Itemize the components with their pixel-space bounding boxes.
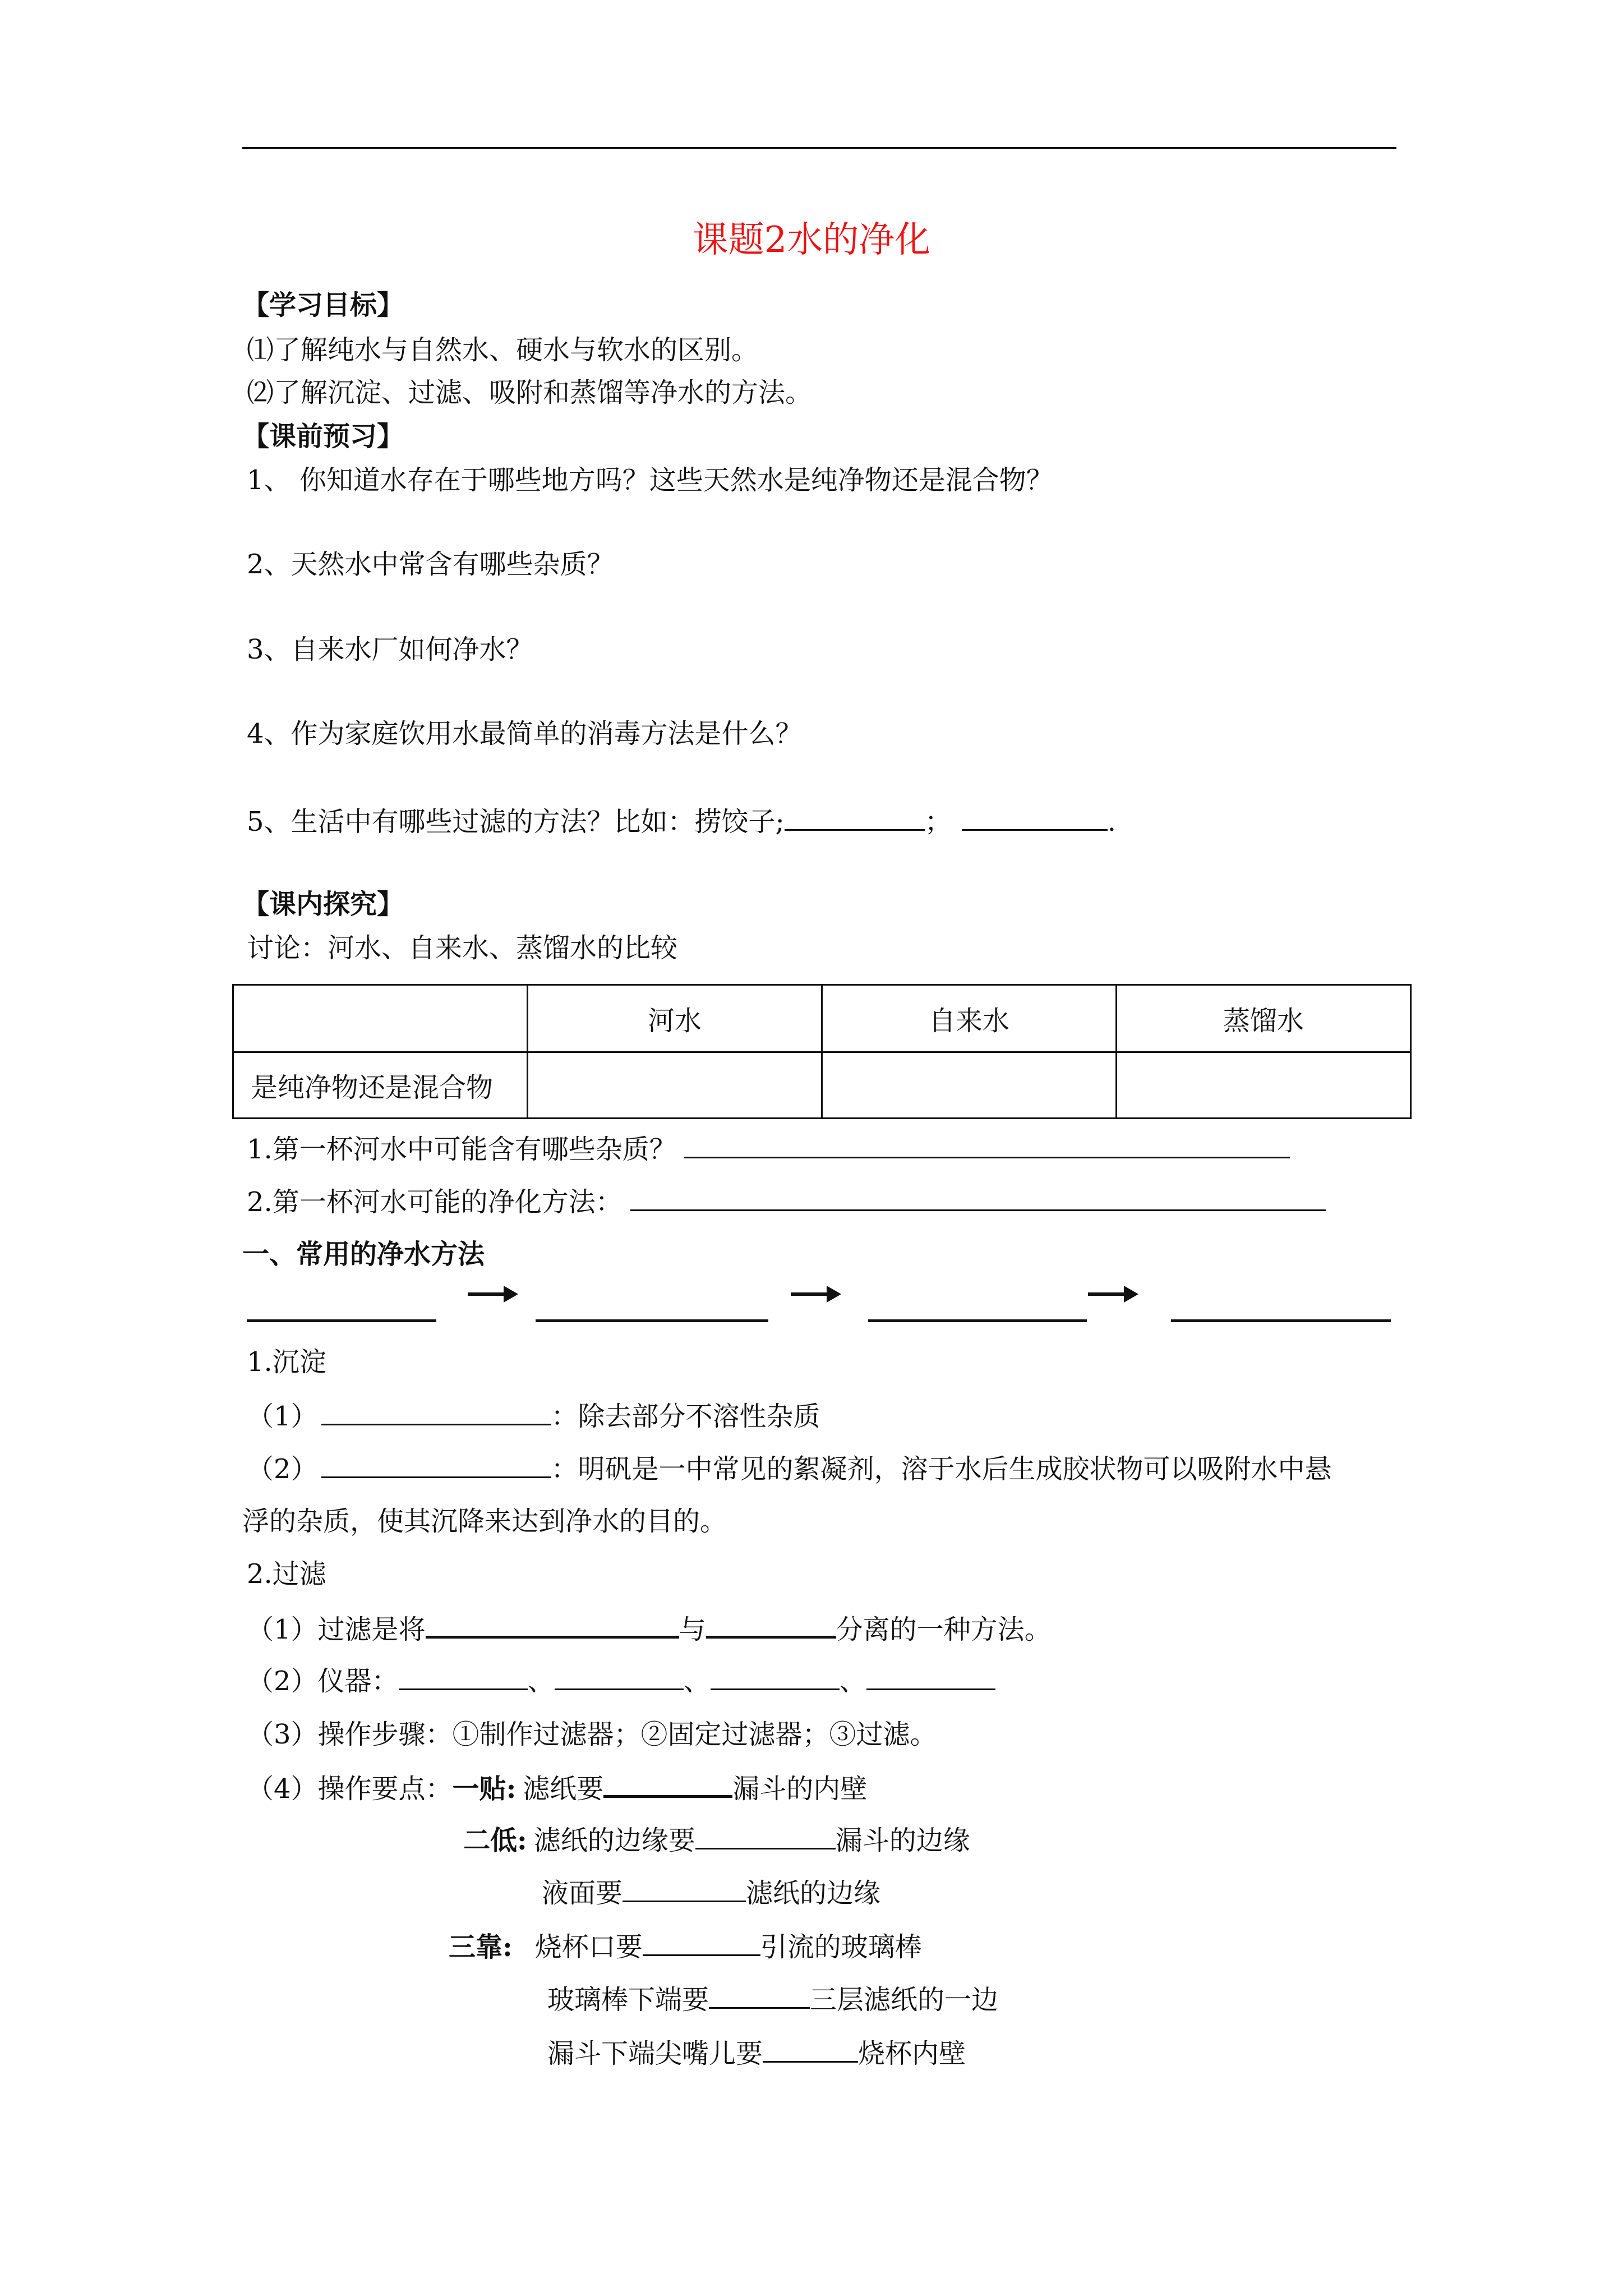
table-header-cell: 河水	[528, 985, 822, 1052]
preview-question-1: 1、 你知道水存在于哪些地方吗？这些天然水是纯净物还是混合物？	[247, 464, 1053, 496]
instrument-blank-2[interactable]	[555, 1664, 684, 1690]
explore-q2-blank[interactable]	[630, 1185, 1326, 1211]
erdi-line-1	[463, 1823, 970, 1857]
explore-question-2-text: 2.第一杯河水可能的净化方法：	[247, 1186, 623, 1218]
filter-point-2	[247, 1664, 995, 1698]
yitie-b: 漏斗的内壁	[732, 1773, 868, 1805]
sk1-b: 引流的玻璃棒	[760, 1931, 922, 1963]
comparison-table	[232, 984, 1412, 1119]
erdi-line-2	[542, 1876, 880, 1910]
colon: :	[506, 1773, 517, 1805]
sediment-blank-1[interactable]	[321, 1399, 551, 1425]
q5-end: .	[1107, 806, 1116, 838]
sankao-blank-2[interactable]	[709, 1982, 810, 2009]
item-number: （2）	[247, 1453, 318, 1485]
filter-p1-a: （1）过滤是将	[247, 1614, 426, 1645]
sk3-b: 烧杯内壁	[858, 2038, 966, 2069]
page-title: 课题2水的净化	[692, 219, 931, 261]
sk1-a: 烧杯口要	[534, 1931, 643, 1963]
sankao-label: 三靠	[449, 1931, 503, 1963]
sediment-item-2-text: ：明矾是一中常见的絮凝剂，溶于水后生成胶状物可以吸附水中悬	[551, 1453, 1332, 1485]
sankao-blank-3[interactable]	[763, 2036, 858, 2063]
explore-question-2	[247, 1185, 1326, 1219]
process-blank-2[interactable]	[536, 1319, 768, 1322]
preview-question-2: 2、天然水中常含有哪些杂质？	[247, 549, 614, 580]
sediment-blank-2[interactable]	[321, 1452, 551, 1478]
table-cell-blank[interactable]	[528, 1052, 822, 1119]
q5-sep: ；	[924, 806, 952, 838]
sankao-line-2	[547, 1982, 998, 2017]
sk2-a: 玻璃棒下端要	[547, 1984, 709, 2016]
instrument-blank-3[interactable]	[711, 1664, 840, 1690]
header-rule	[242, 147, 1396, 149]
sediment-title: 1.沉淀	[247, 1346, 326, 1378]
erdi2-a: 液面要	[542, 1878, 623, 1909]
explore-q1-blank[interactable]	[684, 1132, 1290, 1158]
filter-p2-a: （2）仪器：	[247, 1665, 399, 1697]
explore-heading: 【课内探究】	[242, 889, 404, 920]
discussion-text: 讨论：河水、自来水、蒸馏水的比较	[247, 932, 678, 964]
preview-question-3: 3、自来水厂如何净水？	[247, 634, 533, 665]
methods-heading: 一、常用的净水方法	[242, 1239, 485, 1270]
table-header-cell	[233, 985, 528, 1052]
yitie-blank[interactable]	[603, 1770, 732, 1798]
yitie-a: 滤纸要	[523, 1773, 604, 1805]
erdi-blank-1[interactable]	[695, 1823, 836, 1849]
q5-blank-1[interactable]	[785, 804, 925, 831]
explore-question-1-text: 1.第一杯河水中可能含有哪些杂质？	[247, 1134, 676, 1165]
erdi1-a: 滤纸的边缘要	[533, 1825, 695, 1856]
filter-p4-a: （4）操作要点：	[247, 1773, 453, 1805]
explore-question-1	[247, 1132, 1290, 1166]
preview-question-4: 4、作为家庭饮用水最简单的消毒方法是什么？	[247, 718, 803, 749]
filter-p1-b: 与	[679, 1614, 706, 1645]
instrument-blank-1[interactable]	[399, 1664, 528, 1690]
arrow-right-icon	[468, 1286, 518, 1303]
process-blank-1[interactable]	[247, 1319, 436, 1322]
arrow-right-icon	[1088, 1286, 1138, 1303]
erdi1-b: 漏斗的边缘	[835, 1825, 970, 1856]
sediment-item-1	[247, 1399, 820, 1433]
table-row-label: 是纯净物还是混合物	[233, 1052, 528, 1119]
erdi-label: 二低	[463, 1825, 518, 1856]
erdi-blank-2[interactable]	[623, 1876, 746, 1902]
filter-point-3: （3）操作步骤：①制作过滤器；②固定过滤器；③过滤。	[247, 1719, 937, 1750]
objective-2: ⑵了解沉淀、过滤、吸附和蒸馏等净水的方法。	[247, 377, 813, 408]
table-row	[233, 1052, 1411, 1119]
yitie-label: 一贴	[452, 1773, 506, 1805]
table-header-row	[233, 985, 1411, 1052]
sankao-line-3	[547, 2036, 966, 2070]
objectives-heading: 【学习目标】	[242, 289, 404, 321]
q5-prefix: 5、生活中有哪些过滤的方法？比如：捞饺子;	[247, 806, 785, 838]
preview-question-5	[247, 804, 1116, 839]
preview-heading: 【课前预习】	[242, 421, 404, 452]
instrument-blank-4[interactable]	[866, 1664, 995, 1690]
erdi2-b: 滤纸的边缘	[746, 1878, 881, 1909]
filter-point-4	[247, 1770, 867, 1806]
sep: 、	[839, 1665, 866, 1697]
objective-1: ⑴了解纯水与自然水、硬水与软水的区别。	[247, 334, 759, 366]
sk3-a: 漏斗下端尖嘴儿要	[547, 2038, 763, 2069]
table-header-cell: 自来水	[822, 985, 1117, 1052]
sediment-item-1-text: ：除去部分不溶性杂质	[551, 1401, 820, 1432]
sep: 、	[527, 1665, 555, 1697]
sankao-line-1	[449, 1930, 922, 1964]
filter-p1-c: 分离的一种方法。	[836, 1614, 1052, 1645]
colon: :	[502, 1931, 513, 1963]
process-blank-4[interactable]	[1171, 1319, 1391, 1322]
sep: 、	[683, 1665, 711, 1697]
filter-blank-1[interactable]	[426, 1611, 679, 1639]
table-cell-blank[interactable]	[1117, 1052, 1411, 1119]
sankao-blank-1[interactable]	[643, 1930, 760, 1956]
filter-point-1	[247, 1611, 1052, 1646]
sediment-item-2-cont: 浮的杂质，使其沉降来达到净水的目的。	[242, 1506, 727, 1537]
q5-blank-2[interactable]	[962, 804, 1108, 831]
sk2-b: 三层滤纸的一边	[810, 1984, 999, 2016]
sediment-item-2	[247, 1452, 1332, 1486]
arrow-right-icon	[791, 1286, 841, 1303]
table-header-cell: 蒸馏水	[1117, 985, 1411, 1052]
colon: :	[517, 1825, 527, 1856]
process-blank-3[interactable]	[868, 1319, 1087, 1322]
filter-blank-2[interactable]	[706, 1611, 836, 1639]
filter-title: 2.过滤	[247, 1558, 326, 1590]
item-number: （1）	[247, 1401, 318, 1432]
table-cell-blank[interactable]	[822, 1052, 1117, 1119]
